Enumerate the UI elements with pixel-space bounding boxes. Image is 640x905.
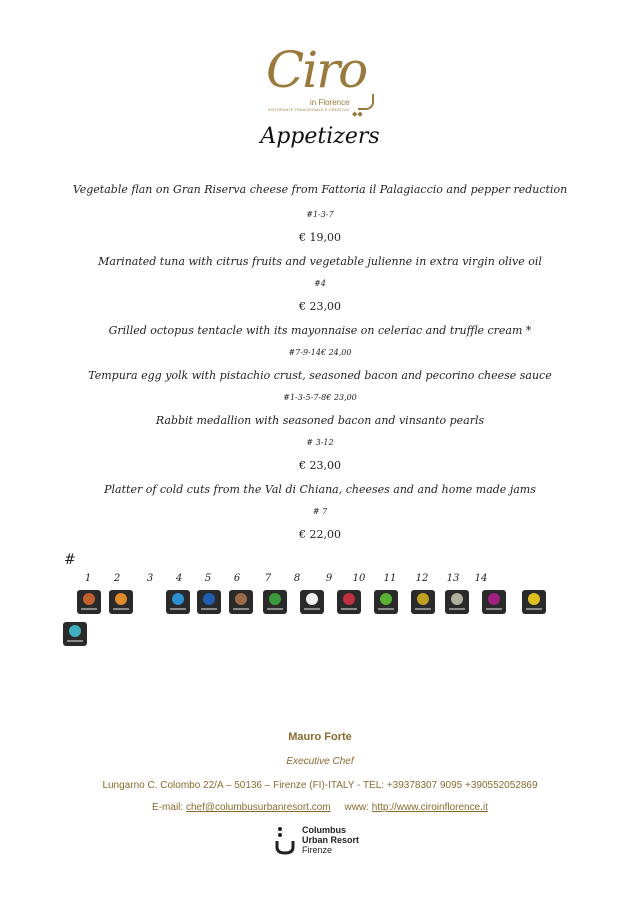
lupin-icon bbox=[522, 590, 546, 614]
logo-dots-icon: ◆◆ bbox=[352, 110, 363, 118]
gluten-icon bbox=[77, 590, 101, 614]
columbus-logo bbox=[274, 825, 374, 857]
website-link[interactable]: http://www.ciroinflorence.it bbox=[371, 802, 488, 813]
dish-name: Vegetable flan on Gran Riserva cheese from Fattoria il Palagiaccio and pepper reduction bbox=[72, 183, 568, 196]
ciro-logo bbox=[266, 41, 374, 120]
logo-script: Ciro bbox=[266, 41, 367, 99]
dish-price: € 23,00 bbox=[299, 459, 341, 472]
dish-allergens: #4 bbox=[314, 279, 326, 288]
dish-price: € 23,00 bbox=[299, 300, 341, 313]
allergen-number: 3 bbox=[146, 573, 154, 584]
allergen-number: 11 bbox=[383, 573, 397, 584]
milk-icon bbox=[300, 590, 324, 614]
allergen-legend-hash: # bbox=[64, 552, 76, 568]
allergen-number: 14 bbox=[474, 573, 488, 584]
celery-icon bbox=[374, 590, 398, 614]
soybeans-icon bbox=[263, 590, 287, 614]
allergen-number: 6 bbox=[233, 573, 241, 584]
eggs-icon bbox=[166, 590, 190, 614]
molluscs-icon bbox=[63, 622, 87, 646]
email-label: E-mail: bbox=[152, 802, 184, 813]
dish-name: Marinated tuna with citrus fruits and vegetable julienne in extra virgin olive oil bbox=[98, 255, 542, 268]
logo-subtitle: in Florence bbox=[310, 98, 350, 107]
peanuts-icon bbox=[229, 590, 253, 614]
logo-tagline: RISTORANTE TRADIZIONALE E CREATIVO bbox=[268, 108, 349, 112]
allergen-number: 10 bbox=[352, 573, 366, 584]
chef-role: Executive Chef bbox=[286, 756, 354, 767]
dish-allergens: #7-9-14€ 24,00 bbox=[288, 348, 352, 357]
brand-line1: Columbus bbox=[302, 825, 346, 835]
dish-name: Grilled octopus tentacle with its mayonnaise on celeriac and truffle cream * bbox=[108, 324, 532, 337]
email-link[interactable]: chef@columbusurbanresort.com bbox=[185, 802, 331, 813]
allergen-number: 7 bbox=[264, 573, 272, 584]
dish-allergens: # 7 bbox=[312, 507, 328, 516]
allergen-number: 9 bbox=[325, 573, 333, 584]
allergen-number: 12 bbox=[415, 573, 429, 584]
allergen-number: 2 bbox=[113, 573, 121, 584]
dish-price: € 22,00 bbox=[299, 528, 341, 541]
dish-name: Tempura egg yolk with pistachio crust, seasoned bacon and pecorino cheese sauce bbox=[88, 369, 552, 382]
page-title: Appetizers bbox=[260, 124, 380, 149]
allergen-number: 13 bbox=[446, 573, 460, 584]
sulphites-icon bbox=[482, 590, 506, 614]
columbus-mark-icon bbox=[274, 825, 296, 855]
chef-name: Mauro Forte bbox=[288, 731, 352, 743]
address: Lungarno C. Colombo 22/A – 50136 – Firenze (FI)-ITALY - TEL: +39378307 9095 +390552052869 bbox=[102, 780, 538, 791]
logo-flourish bbox=[358, 94, 374, 110]
dish-allergens: #1-3-7 bbox=[306, 210, 334, 219]
brand-line3: Firenze bbox=[302, 845, 333, 855]
allergen-number: 4 bbox=[175, 573, 183, 584]
dish-price: € 19,00 bbox=[299, 231, 341, 244]
crustaceans-icon bbox=[109, 590, 133, 614]
brand-text bbox=[302, 825, 359, 855]
dish-name: Rabbit medallion with seasoned bacon and vinsanto pearls bbox=[155, 414, 485, 427]
allergen-number: 1 bbox=[84, 573, 92, 584]
dish-allergens: #1-3-5-7-8€ 23,00 bbox=[283, 393, 357, 402]
allergen-number: 5 bbox=[204, 573, 212, 584]
sesame-icon bbox=[445, 590, 469, 614]
fish-icon bbox=[197, 590, 221, 614]
brand-line2: Urban Resort bbox=[302, 835, 360, 845]
nuts-icon bbox=[337, 590, 361, 614]
contact-line bbox=[0, 802, 640, 813]
allergen-number: 8 bbox=[293, 573, 301, 584]
mustard-icon bbox=[411, 590, 435, 614]
web-label: www: bbox=[344, 802, 369, 813]
dish-name: Platter of cold cuts from the Val di Chiana, cheeses and and home made jams bbox=[104, 483, 536, 496]
dish-allergens: # 3-12 bbox=[306, 438, 334, 447]
